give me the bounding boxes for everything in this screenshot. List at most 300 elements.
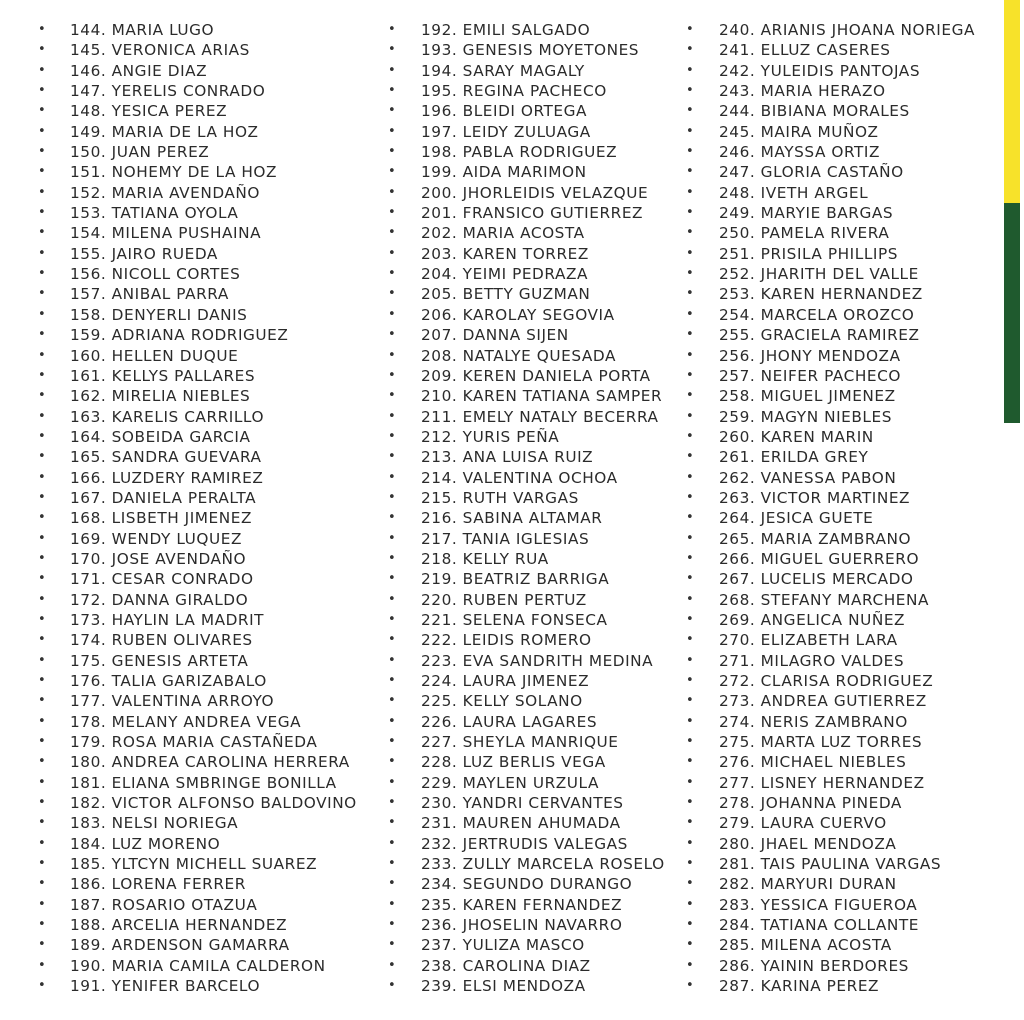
participant-name: 187. ROSARIO OTAZUA <box>70 895 258 914</box>
list-item <box>388 223 688 243</box>
bullet-icon: • <box>38 489 47 505</box>
bullet-icon: • <box>38 774 47 790</box>
participant-name: 279. LAURA CUERVO <box>719 814 887 833</box>
list-item <box>388 162 688 182</box>
bullet-icon: • <box>38 103 47 119</box>
list-item <box>686 183 1002 203</box>
participant-name: 241. ELLUZ CASERES <box>719 41 891 60</box>
list-item <box>388 142 688 162</box>
participant-name: 270. ELIZABETH LARA <box>719 631 898 650</box>
bullet-icon: • <box>686 693 695 709</box>
list-item <box>388 427 688 447</box>
bullet-icon: • <box>686 713 695 729</box>
bullet-icon: • <box>38 205 47 221</box>
participant-name: 203. KAREN TORREZ <box>421 244 589 263</box>
bullet-icon: • <box>38 22 47 37</box>
participant-name: 216. SABINA ALTAMAR <box>421 509 603 528</box>
list-item <box>388 834 688 854</box>
list-item <box>686 244 1002 264</box>
list-item <box>388 874 688 894</box>
participant-name: 152. MARIA AVENDAÑO <box>70 183 261 202</box>
list-item <box>38 671 388 691</box>
participant-name: 168. LISBETH JIMENEZ <box>70 509 253 528</box>
bullet-icon: • <box>38 673 47 688</box>
list-item <box>686 508 1002 528</box>
list-item <box>38 874 388 894</box>
participant-name: 202. MARIA ACOSTA <box>421 224 585 243</box>
list-item <box>388 691 688 711</box>
list-item <box>388 529 688 549</box>
participant-name: 242. YULEIDIS PANTOJAS <box>719 61 921 80</box>
bullet-icon: • <box>38 734 47 750</box>
participant-name: 258. MIGUEL JIMENEZ <box>719 387 896 406</box>
bullet-icon: • <box>686 286 695 302</box>
participant-name: 212. YURIS PEÑA <box>421 427 560 446</box>
participant-name: 181. ELIANA SMBRINGE BONILLA <box>70 773 337 792</box>
participant-name: 179. ROSA MARIA CASTAÑEDA <box>70 733 318 752</box>
bullet-icon: • <box>38 83 47 99</box>
participant-name: 166. LUZDERY RAMIREZ <box>70 468 264 487</box>
list-item <box>388 671 688 691</box>
list-item <box>38 468 388 488</box>
bullet-icon: • <box>686 876 695 892</box>
participant-name: 196. BLEIDI ORTEGA <box>421 102 588 121</box>
bullet-icon: • <box>388 347 397 363</box>
list-item <box>686 935 1002 955</box>
list-item <box>686 813 1002 833</box>
participant-name: 172. DANNA GIRALDO <box>70 590 249 609</box>
list-item <box>686 162 1002 182</box>
list-item <box>388 935 688 955</box>
participant-name: 280. JHAEL MENDOZA <box>719 834 897 853</box>
bullet-icon: • <box>686 937 695 953</box>
bullet-icon: • <box>686 184 695 200</box>
participant-name: 171. CESAR CONRADO <box>70 570 254 589</box>
list-item <box>686 793 1002 813</box>
participant-name: 208. NATALYE QUESADA <box>421 346 616 365</box>
bullet-icon: • <box>686 917 695 933</box>
bullet-icon: • <box>38 917 47 933</box>
participant-name: 180. ANDREA CAROLINA HERRERA <box>70 753 350 772</box>
bullet-icon: • <box>686 774 695 790</box>
bullet-icon: • <box>686 530 695 546</box>
participant-name: 262. VANESSA PABON <box>719 468 897 487</box>
bullet-icon: • <box>38 510 47 526</box>
bullet-icon: • <box>38 611 47 627</box>
participant-name: 183. NELSI NORIEGA <box>70 814 239 833</box>
participant-name: 211. EMELY NATALY BECERRA <box>421 407 659 426</box>
list-item <box>38 366 388 386</box>
participant-name: 167. DANIELA PERALTA <box>70 488 257 507</box>
bullet-icon: • <box>388 937 397 953</box>
list-item <box>686 468 1002 488</box>
list-item <box>38 610 388 630</box>
participant-name: 247. GLORIA CASTAÑO <box>719 163 904 182</box>
list-item <box>388 569 688 589</box>
bullet-icon: • <box>388 62 397 78</box>
participant-name: 282. MARYURI DURAN <box>719 875 897 894</box>
bullet-icon: • <box>686 123 695 139</box>
participant-name: 149. MARIA DE LA HOZ <box>70 122 259 141</box>
bullet-icon: • <box>686 408 695 424</box>
list-item <box>686 874 1002 894</box>
bullet-icon: • <box>388 917 397 933</box>
participant-name: 165. SANDRA GUEVARA <box>70 448 262 467</box>
participant-name: 145. VERONICA ARIAS <box>70 41 250 60</box>
list-item <box>38 813 388 833</box>
bullet-icon: • <box>686 815 695 831</box>
bullet-icon: • <box>388 815 397 831</box>
list-item <box>38 325 388 345</box>
bullet-icon: • <box>388 876 397 892</box>
participant-name: 254. MARCELA OROZCO <box>719 305 915 324</box>
participant-name: 222. LEIDIS ROMERO <box>421 631 592 650</box>
participant-name: 186. LORENA FERRER <box>70 875 246 894</box>
bullet-icon: • <box>38 795 47 811</box>
list-item <box>388 508 688 528</box>
bullet-icon: • <box>686 428 695 444</box>
bullet-icon: • <box>686 83 695 99</box>
participant-name: 217. TANIA IGLESIAS <box>421 529 590 548</box>
list-item <box>686 854 1002 874</box>
list-item <box>388 732 688 752</box>
list-item <box>38 81 388 101</box>
participant-name: 220. RUBEN PERTUZ <box>421 590 587 609</box>
participant-name: 275. MARTA LUZ TORRES <box>719 733 923 752</box>
bullet-icon: • <box>686 306 695 322</box>
list-item <box>38 407 388 427</box>
list-item <box>388 447 688 467</box>
bullet-icon: • <box>38 225 47 241</box>
bullet-icon: • <box>388 123 397 139</box>
participant-name: 224. LAURA JIMENEZ <box>421 672 590 690</box>
list-item <box>388 61 688 81</box>
list-item <box>38 101 388 121</box>
participant-name: 197. LEIDY ZULUAGA <box>421 122 591 141</box>
participant-name: 160. HELLEN DUQUE <box>70 346 239 365</box>
list-item <box>686 223 1002 243</box>
bullet-icon: • <box>686 978 695 994</box>
participant-name: 218. KELLY RUA <box>421 549 549 568</box>
participant-name: 204. YEIMI PEDRAZA <box>421 265 588 284</box>
bullet-icon: • <box>38 388 47 404</box>
participant-name: 223. EVA SANDRITH MEDINA <box>421 651 654 670</box>
participant-name: 175. GENESIS ARTETA <box>70 651 249 670</box>
list-item <box>686 712 1002 732</box>
names-column-2 <box>388 20 688 997</box>
bullet-icon: • <box>686 611 695 627</box>
list-item <box>686 732 1002 752</box>
bullet-icon: • <box>38 408 47 424</box>
list-item <box>38 590 388 610</box>
list-item <box>686 40 1002 60</box>
bullet-icon: • <box>388 22 397 37</box>
list-item <box>388 386 688 406</box>
bullet-icon: • <box>388 591 397 607</box>
yellow-accent-stripe <box>1004 0 1020 203</box>
list-item <box>388 366 688 386</box>
participant-name: 260. KAREN MARIN <box>719 427 874 446</box>
participant-name: 246. MAYSSA ORTIZ <box>719 143 881 162</box>
list-item <box>686 427 1002 447</box>
bullet-icon: • <box>38 266 47 282</box>
list-item <box>686 834 1002 854</box>
list-item <box>38 244 388 264</box>
participant-name: 261. ERILDA GREY <box>719 448 869 467</box>
list-item <box>686 366 1002 386</box>
participant-name: 146. ANGIE DIAZ <box>70 61 208 80</box>
bullet-icon: • <box>686 896 695 912</box>
participant-name: 276. MICHAEL NIEBLES <box>719 753 907 772</box>
participant-name: 283. YESSICA FIGUEROA <box>719 895 918 914</box>
participant-name: 191. YENIFER BARCELO <box>70 977 261 996</box>
list-item <box>388 325 688 345</box>
bullet-icon: • <box>388 144 397 160</box>
bullet-icon: • <box>686 225 695 241</box>
bullet-icon: • <box>38 693 47 709</box>
bullet-icon: • <box>388 856 397 872</box>
participant-name: 148. YESICA PEREZ <box>70 102 228 121</box>
list-item <box>686 20 1002 40</box>
bullet-icon: • <box>388 225 397 241</box>
participant-name: 271. MILAGRO VALDES <box>719 651 905 670</box>
participant-name: 239. ELSI MENDOZA <box>421 977 586 996</box>
participant-name: 231. MAUREN AHUMADA <box>421 814 621 833</box>
bullet-icon: • <box>686 103 695 119</box>
participant-name: 235. KAREN FERNANDEZ <box>421 895 623 914</box>
participant-name: 170. JOSE AVENDAÑO <box>70 549 247 568</box>
participant-name: 274. NERIS ZAMBRANO <box>719 712 908 731</box>
list-item <box>38 569 388 589</box>
participant-name: 277. LISNEY HERNANDEZ <box>719 773 925 792</box>
bullet-icon: • <box>686 144 695 160</box>
participant-name: 210. KAREN TATIANA SAMPER <box>421 387 663 406</box>
participant-name: 268. STEFANY MARCHENA <box>719 590 929 609</box>
participant-name: 278. JOHANNA PINEDA <box>719 794 902 813</box>
participant-name: 192. EMILI SALGADO <box>421 21 591 39</box>
bullet-icon: • <box>388 734 397 750</box>
list-item <box>38 752 388 772</box>
bullet-icon: • <box>38 164 47 180</box>
list-item <box>686 610 1002 630</box>
bullet-icon: • <box>388 571 397 587</box>
list-item <box>388 101 688 121</box>
bullet-icon: • <box>38 184 47 200</box>
list-item <box>38 529 388 549</box>
participant-name: 227. SHEYLA MANRIQUE <box>421 733 619 752</box>
bullet-icon: • <box>686 734 695 750</box>
bullet-icon: • <box>388 489 397 505</box>
list-item <box>388 752 688 772</box>
bullet-icon: • <box>38 62 47 78</box>
list-item <box>686 305 1002 325</box>
list-item <box>38 549 388 569</box>
bullet-icon: • <box>686 347 695 363</box>
list-item <box>38 651 388 671</box>
bullet-icon: • <box>686 367 695 383</box>
participant-name: 163. KARELIS CARRILLO <box>70 407 265 426</box>
list-item <box>38 488 388 508</box>
bullet-icon: • <box>388 103 397 119</box>
bullet-icon: • <box>38 856 47 872</box>
list-item <box>388 630 688 650</box>
bullet-icon: • <box>388 693 397 709</box>
bullet-icon: • <box>686 856 695 872</box>
bullet-icon: • <box>38 835 47 851</box>
participant-name: 173. HAYLIN LA MADRIT <box>70 610 265 629</box>
bullet-icon: • <box>388 510 397 526</box>
bullet-icon: • <box>388 978 397 994</box>
bullet-icon: • <box>686 164 695 180</box>
participant-name: 185. YLTCYN MICHELL SUAREZ <box>70 855 318 874</box>
participant-name: 153. TATIANA OYOLA <box>70 204 239 223</box>
bullet-icon: • <box>388 286 397 302</box>
bullet-icon: • <box>38 327 47 343</box>
participant-name: 177. VALENTINA ARROYO <box>70 692 275 711</box>
participant-name: 229. MAYLEN URZULA <box>421 773 599 792</box>
participant-name: 245. MAIRA MUÑOZ <box>719 122 879 141</box>
bullet-icon: • <box>686 591 695 607</box>
participant-name: 200. JHORLEIDIS VELAZQUE <box>421 183 649 202</box>
participant-name: 284. TATIANA COLLANTE <box>719 916 920 935</box>
participant-name: 201. FRANSICO GUTIERREZ <box>421 204 644 223</box>
participant-name: 184. LUZ MORENO <box>70 834 221 853</box>
list-item <box>686 101 1002 121</box>
participant-name: 269. ANGELICA NUÑEZ <box>719 610 906 629</box>
list-item <box>686 569 1002 589</box>
list-item <box>388 712 688 732</box>
list-item <box>686 488 1002 508</box>
participant-name: 234. SEGUNDO DURANGO <box>421 875 633 894</box>
participant-name: 199. AIDA MARIMON <box>421 163 587 182</box>
bullet-icon: • <box>686 266 695 282</box>
participant-name: 147. YERELIS CONRADO <box>70 82 266 101</box>
bullet-icon: • <box>388 205 397 221</box>
list-item <box>686 264 1002 284</box>
participant-name: 259. MAGYN NIEBLES <box>719 407 892 426</box>
bullet-icon: • <box>38 449 47 465</box>
bullet-icon: • <box>686 449 695 465</box>
bullet-icon: • <box>38 144 47 160</box>
participant-name: 194. SARAY MAGALY <box>421 61 585 80</box>
bullet-icon: • <box>686 835 695 851</box>
participant-name: 205. BETTY GUZMAN <box>421 285 591 304</box>
participant-name: 287. KARINA PEREZ <box>719 977 880 996</box>
bullet-icon: • <box>38 957 47 973</box>
list-item <box>686 956 1002 976</box>
bullet-icon: • <box>686 571 695 587</box>
participant-name: 251. PRISILA PHILLIPS <box>719 244 898 263</box>
bullet-icon: • <box>38 347 47 363</box>
list-item <box>686 671 1002 691</box>
list-item <box>388 122 688 142</box>
list-item <box>38 61 388 81</box>
list-item <box>686 895 1002 915</box>
bullet-icon: • <box>686 632 695 648</box>
bullet-icon: • <box>388 388 397 404</box>
list-item <box>38 122 388 142</box>
list-item <box>388 183 688 203</box>
list-item <box>38 935 388 955</box>
list-item <box>38 20 388 40</box>
list-item <box>38 508 388 528</box>
participant-name: 273. ANDREA GUTIERREZ <box>719 692 927 711</box>
participant-name: 162. MIRELIA NIEBLES <box>70 387 251 406</box>
participant-name: 265. MARIA ZAMBRANO <box>719 529 912 548</box>
bullet-icon: • <box>388 632 397 648</box>
participant-name: 257. NEIFER PACHECO <box>719 366 901 385</box>
list-item <box>388 976 688 996</box>
list-item <box>38 956 388 976</box>
bullet-icon: • <box>388 795 397 811</box>
participant-name: 161. KELLYS PALLARES <box>70 366 256 385</box>
participant-name: 243. MARIA HERAZO <box>719 82 886 101</box>
participant-name: 281. TAIS PAULINA VARGAS <box>719 855 942 874</box>
list-item <box>686 325 1002 345</box>
list-item <box>686 346 1002 366</box>
list-item <box>686 61 1002 81</box>
participant-name: 250. PAMELA RIVERA <box>719 224 890 243</box>
bullet-icon: • <box>388 550 397 566</box>
participant-name: 240. ARIANIS JHOANA NORIEGA <box>719 21 975 39</box>
list-item <box>388 81 688 101</box>
bullet-icon: • <box>38 286 47 302</box>
list-item <box>686 284 1002 304</box>
bullet-icon: • <box>686 42 695 58</box>
participant-name: 213. ANA LUISA RUIZ <box>421 448 594 467</box>
list-item <box>388 651 688 671</box>
participant-name: 264. JESICA GUETE <box>719 509 874 528</box>
participant-name: 215. RUTH VARGAS <box>421 488 579 507</box>
bullet-icon: • <box>388 408 397 424</box>
list-item <box>38 773 388 793</box>
list-item <box>388 793 688 813</box>
bullet-icon: • <box>38 123 47 139</box>
list-item <box>388 284 688 304</box>
bullet-icon: • <box>686 652 695 668</box>
list-item <box>38 386 388 406</box>
participant-name: 253. KAREN HERNANDEZ <box>719 285 923 304</box>
bullet-icon: • <box>388 367 397 383</box>
participant-name: 228. LUZ BERLIS VEGA <box>421 753 606 772</box>
participant-name: 158. DENYERLI DANIS <box>70 305 248 324</box>
bullet-icon: • <box>38 428 47 444</box>
bullet-icon: • <box>38 306 47 322</box>
list-item <box>38 712 388 732</box>
participant-name: 263. VICTOR MARTINEZ <box>719 488 911 507</box>
participant-name: 174. RUBEN OLIVARES <box>70 631 253 650</box>
list-item <box>38 346 388 366</box>
participant-name: 169. WENDY LUQUEZ <box>70 529 242 548</box>
bullet-icon: • <box>686 754 695 770</box>
bullet-icon: • <box>388 652 397 668</box>
list-item <box>38 630 388 650</box>
participant-name: 252. JHARITH DEL VALLE <box>719 265 919 284</box>
participant-name: 206. KAROLAY SEGOVIA <box>421 305 615 324</box>
list-item <box>686 549 1002 569</box>
bullet-icon: • <box>38 367 47 383</box>
list-item <box>38 834 388 854</box>
list-item <box>388 915 688 935</box>
bullet-icon: • <box>686 205 695 221</box>
bullet-icon: • <box>38 42 47 58</box>
bullet-icon: • <box>38 469 47 485</box>
bullet-icon: • <box>38 571 47 587</box>
bullet-icon: • <box>38 591 47 607</box>
bullet-icon: • <box>388 42 397 58</box>
list-item <box>38 691 388 711</box>
participant-name: 266. MIGUEL GUERRERO <box>719 549 920 568</box>
